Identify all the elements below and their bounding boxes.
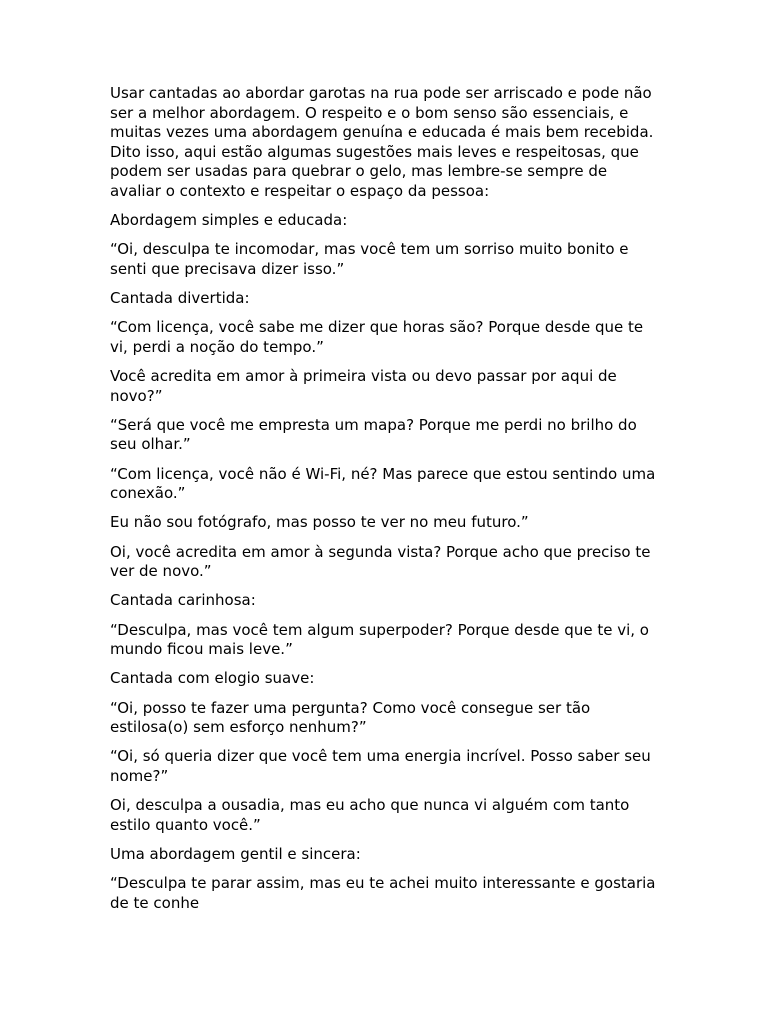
section-heading-gentle: Uma abordagem gentil e sincera:	[110, 844, 361, 863]
quote-paragraph: “Será que você me empresta um mapa? Porque me perdi no brilho do seu olhar.”	[110, 415, 637, 454]
quote-paragraph: Eu não sou fotógrafo, mas posso te ver no meu futuro.”	[110, 513, 529, 532]
quote-paragraph: “Desculpa, mas você tem algum superpoder? Porque desde que te vi, o mundo ficou mais leve.”	[110, 620, 649, 659]
section-heading-affectionate: Cantada carinhosa:	[110, 591, 256, 610]
section-heading-simple: Abordagem simples e educada:	[110, 211, 348, 230]
quote-paragraph: “Com licença, você sabe me dizer que horas são? Porque desde que te vi, perdi a noção do tempo.”	[110, 318, 644, 356]
intro-paragraph: Usar cantadas ao abordar garotas na rua pode ser arriscado e pode não ser a melhor abordagem. O respeito e o bom senso são essenciais, e muitas vezes uma abordagem genuína e educada é mais bem recebida. Dito isso, aqui estão algumas sugestões mais leves e respeitosas, que podem ser usadas para quebrar o gelo, mas lembre-se sempre de avaliar o contexto e respeitar o espaço da pessoa:	[110, 84, 654, 200]
quote-paragraph: “Oi, só queria dizer que você tem uma energia incrível. Posso saber seu nome?”	[110, 747, 651, 785]
quote-paragraph: “Desculpa te parar assim, mas eu te achei muito interessante e gostaria de te conhe	[110, 874, 656, 912]
quote-paragraph: Oi, desculpa a ousadia, mas eu acho que nunca vi alguém com tanto estilo quanto você.”	[110, 796, 630, 834]
section-heading-fun: Cantada divertida:	[110, 289, 250, 308]
document-page	[110, 84, 662, 923]
quote-paragraph: “Oi, posso te fazer uma pergunta? Como você consegue ser tão estilosa(o) sem esforço nenhum?”	[110, 698, 591, 737]
quote-paragraph: “Com licença, você não é Wi-Fi, né? Mas parece que estou sentindo uma conexão.”	[110, 464, 656, 503]
quote-paragraph: Você acredita em amor à primeira vista ou devo passar por aqui de novo?”	[110, 367, 617, 405]
quote-paragraph: “Oi, desculpa te incomodar, mas você tem um sorriso muito bonito e senti que precisava dizer isso.”	[110, 240, 629, 278]
section-heading-compliment: Cantada com elogio suave:	[110, 669, 315, 688]
quote-paragraph: Oi, você acredita em amor à segunda vista? Porque acho que preciso te ver de novo.”	[110, 542, 651, 581]
